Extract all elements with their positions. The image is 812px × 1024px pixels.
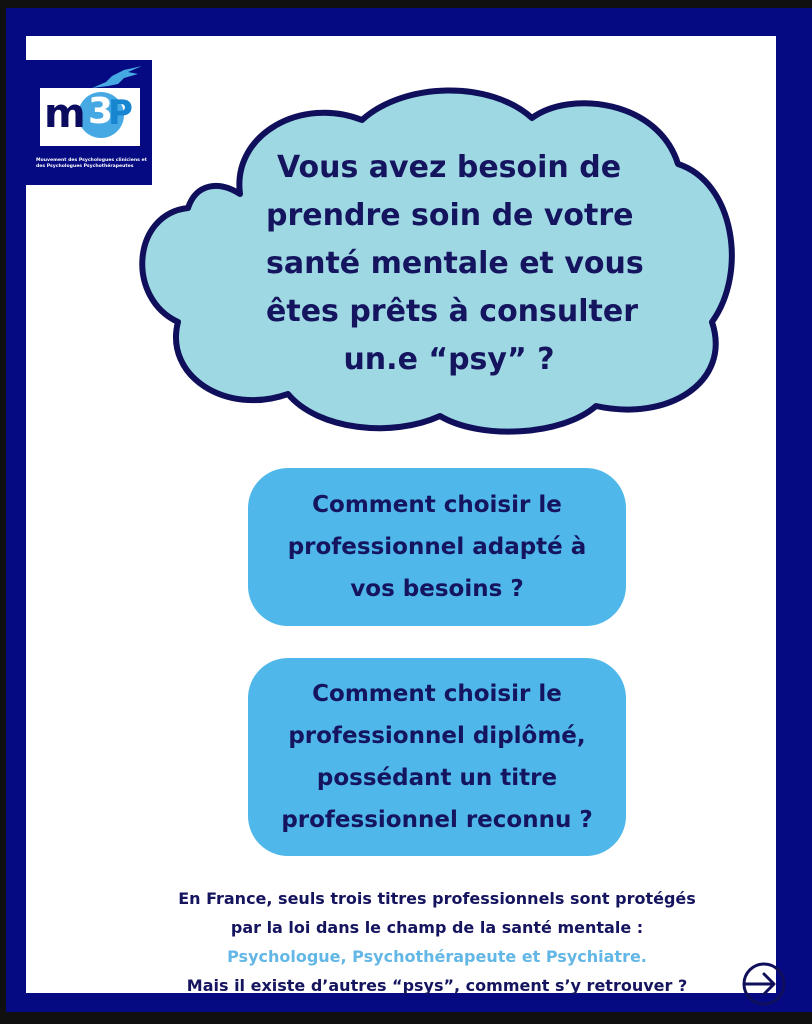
cloud-line-2: prendre soin de votre: [266, 198, 634, 233]
question-2-line-3: possédant un titre: [316, 765, 558, 791]
cloud-line-1: Vous avez besoin de: [276, 150, 622, 185]
footer-line-2: par la loi dans le champ de la santé mentale :: [230, 918, 644, 937]
logo-letter-p: P: [108, 93, 133, 133]
arrow-right-circle-icon[interactable]: [740, 960, 788, 1008]
logo-letter-m: m: [44, 91, 84, 137]
question-bubble-1: [248, 468, 626, 626]
logo-caption-line-1: Mouvement des Psychologues cliniciens et: [36, 158, 147, 163]
footer-text: [122, 884, 752, 1000]
footer-line-1: En France, seuls trois titres professionnels sont protégés: [178, 889, 696, 908]
question-2-line-2: professionnel diplômé,: [288, 723, 586, 749]
cloud-question: [266, 144, 644, 384]
footer-protected-titles: Psychologue, Psychothérapeute et Psychiatre.: [227, 947, 647, 966]
cloud-line-5: un.e “psy” ?: [343, 342, 555, 377]
outer-frame: [6, 8, 812, 1012]
question-bubble-2: [248, 658, 626, 856]
question-1-line-1: Comment choisir le: [312, 492, 562, 518]
question-2-line-4: professionnel reconnu ?: [281, 807, 593, 833]
logo-digit-3: 3: [88, 91, 114, 132]
logo-caption-line-2: des Psychologues Psychothérapeutes: [36, 164, 134, 169]
question-2-line-1: Comment choisir le: [312, 681, 562, 707]
question-1-line-2: professionnel adapté à: [287, 534, 587, 560]
cloud-line-4: êtes prêts à consulter: [266, 294, 639, 329]
question-1-line-3: vos besoins ?: [350, 576, 524, 602]
content-panel: [26, 36, 776, 993]
footer-line-4: Mais il existe d’autres “psys”, comment s’y retrouver ?: [186, 976, 688, 995]
cloud-line-3: santé mentale et vous: [266, 246, 644, 281]
